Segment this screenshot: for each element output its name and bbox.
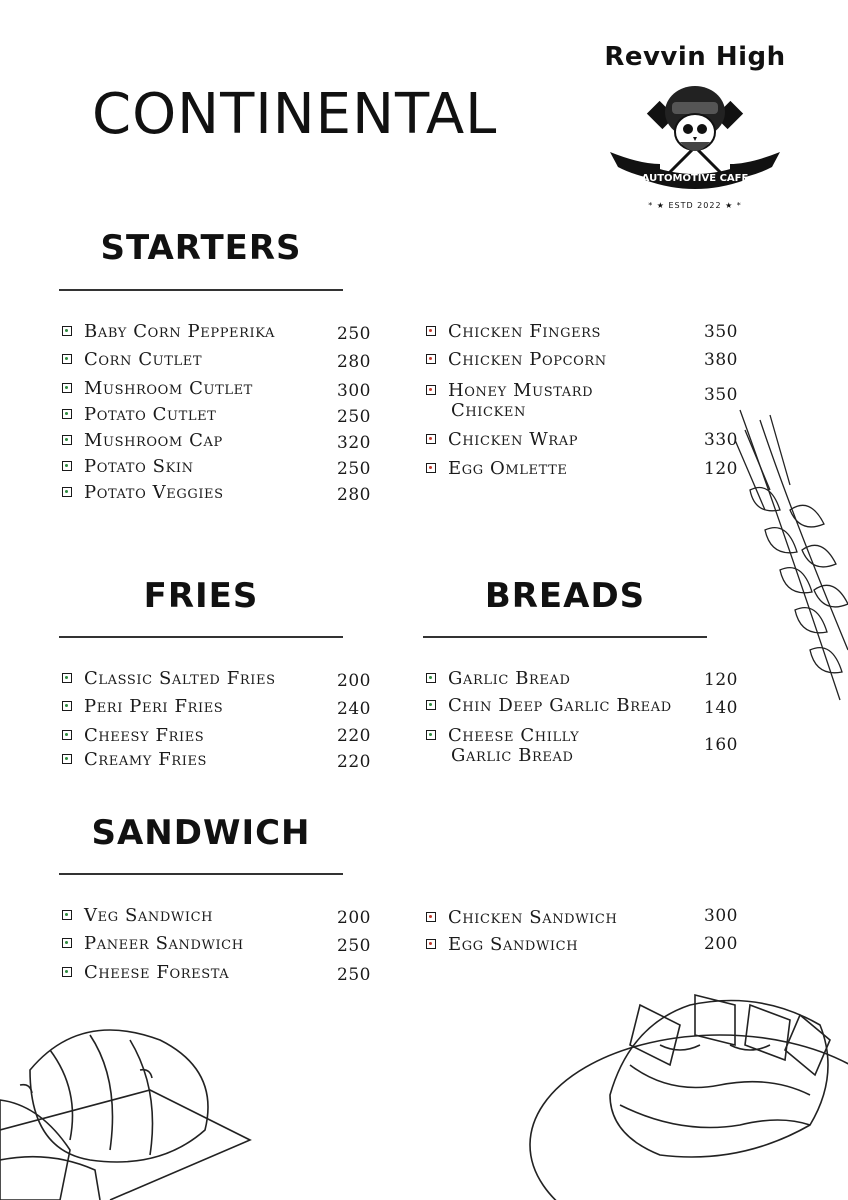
list-item: [62, 350, 202, 370]
item-price: 280: [337, 485, 371, 505]
list-item: [62, 906, 213, 926]
veg-icon: [62, 754, 72, 764]
nonveg-icon: [426, 463, 436, 473]
section-title-sandwich: SANDWICH: [91, 813, 311, 853]
item-price: 120: [704, 459, 738, 479]
veg-icon: [62, 354, 72, 364]
item-name: Egg Omlette: [448, 458, 568, 479]
section-title-fries: FRIES: [143, 576, 259, 616]
wheat-illustration: [730, 400, 848, 710]
item-name: Chicken Fingers: [448, 321, 602, 342]
item-name-line2: Chicken: [451, 400, 526, 421]
list-item: [62, 379, 253, 399]
veg-icon: [62, 435, 72, 445]
section-title-breads: BREADS: [484, 576, 646, 616]
list-item: [62, 963, 229, 983]
section-divider: [59, 289, 343, 291]
item-price: 250: [337, 324, 371, 344]
item-price: 250: [337, 965, 371, 985]
item-name: Honey Mustard: [448, 380, 594, 401]
section-divider: [59, 873, 343, 875]
item-name: Chin Deep Garlic Bread: [448, 695, 672, 716]
nonveg-icon: [426, 326, 436, 336]
item-price: 220: [337, 726, 371, 746]
veg-icon: [62, 967, 72, 977]
item-price: 280: [337, 352, 371, 372]
item-price: 220: [337, 752, 371, 772]
page-title: CONTINENTAL: [92, 82, 498, 147]
item-name: Potato Cutlet: [84, 404, 217, 425]
veg-icon: [62, 701, 72, 711]
item-name: Corn Cutlet: [84, 349, 203, 370]
brand-name: Revvin High: [604, 42, 786, 72]
item-price: 350: [704, 385, 738, 405]
list-item: [426, 459, 568, 479]
item-name: Cheese Foresta: [84, 962, 230, 983]
brand-logo: [600, 42, 790, 212]
list-item: [62, 431, 223, 451]
list-item: [426, 350, 607, 370]
veg-icon: [62, 383, 72, 393]
list-item: [62, 669, 276, 689]
item-price: 350: [704, 322, 738, 342]
list-item: [426, 935, 578, 955]
veg-icon: [426, 730, 436, 740]
veg-icon: [62, 409, 72, 419]
item-name: Cheesy Fries: [84, 725, 205, 746]
nonveg-icon: [426, 385, 436, 395]
section-divider: [423, 636, 707, 638]
item-price: 250: [337, 407, 371, 427]
item-name: Egg Sandwich: [448, 934, 579, 955]
section-title-starters: STARTERS: [100, 228, 302, 268]
item-name: Chicken Sandwich: [448, 907, 618, 928]
item-price: 300: [704, 906, 738, 926]
list-item: [62, 934, 244, 954]
skull-helmet-icon: [600, 72, 790, 197]
list-item: [62, 483, 224, 503]
item-price: 200: [337, 671, 371, 691]
item-price: 330: [704, 430, 738, 450]
item-name: Mushroom Cap: [84, 430, 223, 451]
item-name: Veg Sandwich: [84, 905, 214, 926]
item-name: Cheese Chilly: [448, 725, 580, 746]
list-item: [426, 908, 617, 928]
veg-icon: [62, 673, 72, 683]
item-name: Creamy Fries: [84, 749, 208, 770]
nonveg-icon: [426, 354, 436, 364]
list-item: [426, 430, 578, 450]
item-name: Garlic Bread: [448, 668, 571, 689]
list-item: [426, 322, 601, 342]
item-price: 140: [704, 698, 738, 718]
item-name: Mushroom Cutlet: [84, 378, 253, 399]
veg-icon: [62, 730, 72, 740]
item-name: Chicken Popcorn: [448, 349, 607, 370]
nonveg-icon: [426, 434, 436, 444]
nonveg-icon: [426, 939, 436, 949]
item-price: 160: [704, 735, 738, 755]
veg-icon: [426, 673, 436, 683]
pie-illustration: [520, 985, 848, 1200]
item-name: Peri Peri Fries: [84, 696, 224, 717]
veg-icon: [62, 461, 72, 471]
brand-estd: * ★ ESTD 2022 ★ *: [648, 201, 742, 210]
veg-icon: [426, 700, 436, 710]
item-name: Classic Salted Fries: [84, 668, 276, 689]
bread-illustration: [0, 1010, 260, 1200]
item-price: 240: [337, 699, 371, 719]
section-divider: [59, 636, 343, 638]
item-name: Paneer Sandwich: [84, 933, 244, 954]
item-price: 250: [337, 459, 371, 479]
list-item: [426, 726, 579, 746]
item-name: Chicken Wrap: [448, 429, 579, 450]
veg-icon: [62, 910, 72, 920]
list-item: [62, 457, 194, 477]
veg-icon: [62, 938, 72, 948]
item-price: 300: [337, 381, 371, 401]
item-price: 250: [337, 936, 371, 956]
veg-icon: [62, 487, 72, 497]
list-item: [62, 697, 223, 717]
list-item: [62, 405, 216, 425]
list-item: [62, 750, 207, 770]
item-name: Potato Veggies: [84, 482, 224, 503]
item-name: Baby Corn Pepperika: [84, 321, 276, 342]
item-name-line2: Garlic Bread: [451, 745, 574, 766]
list-item: [62, 726, 204, 746]
item-price: 200: [337, 908, 371, 928]
brand-estd-text: ESTD 2022: [668, 201, 722, 210]
list-item: [426, 696, 672, 716]
item-name: Potato Skin: [84, 456, 194, 477]
list-item: [62, 322, 275, 342]
veg-icon: [62, 326, 72, 336]
brand-tagline: AUTOMOTIVE CAFE: [641, 173, 749, 184]
item-price: 380: [704, 350, 738, 370]
item-price: 120: [704, 670, 738, 690]
list-item: [426, 669, 571, 689]
item-price: 320: [337, 433, 371, 453]
item-price: 200: [704, 934, 738, 954]
nonveg-icon: [426, 912, 436, 922]
list-item: [426, 381, 593, 401]
